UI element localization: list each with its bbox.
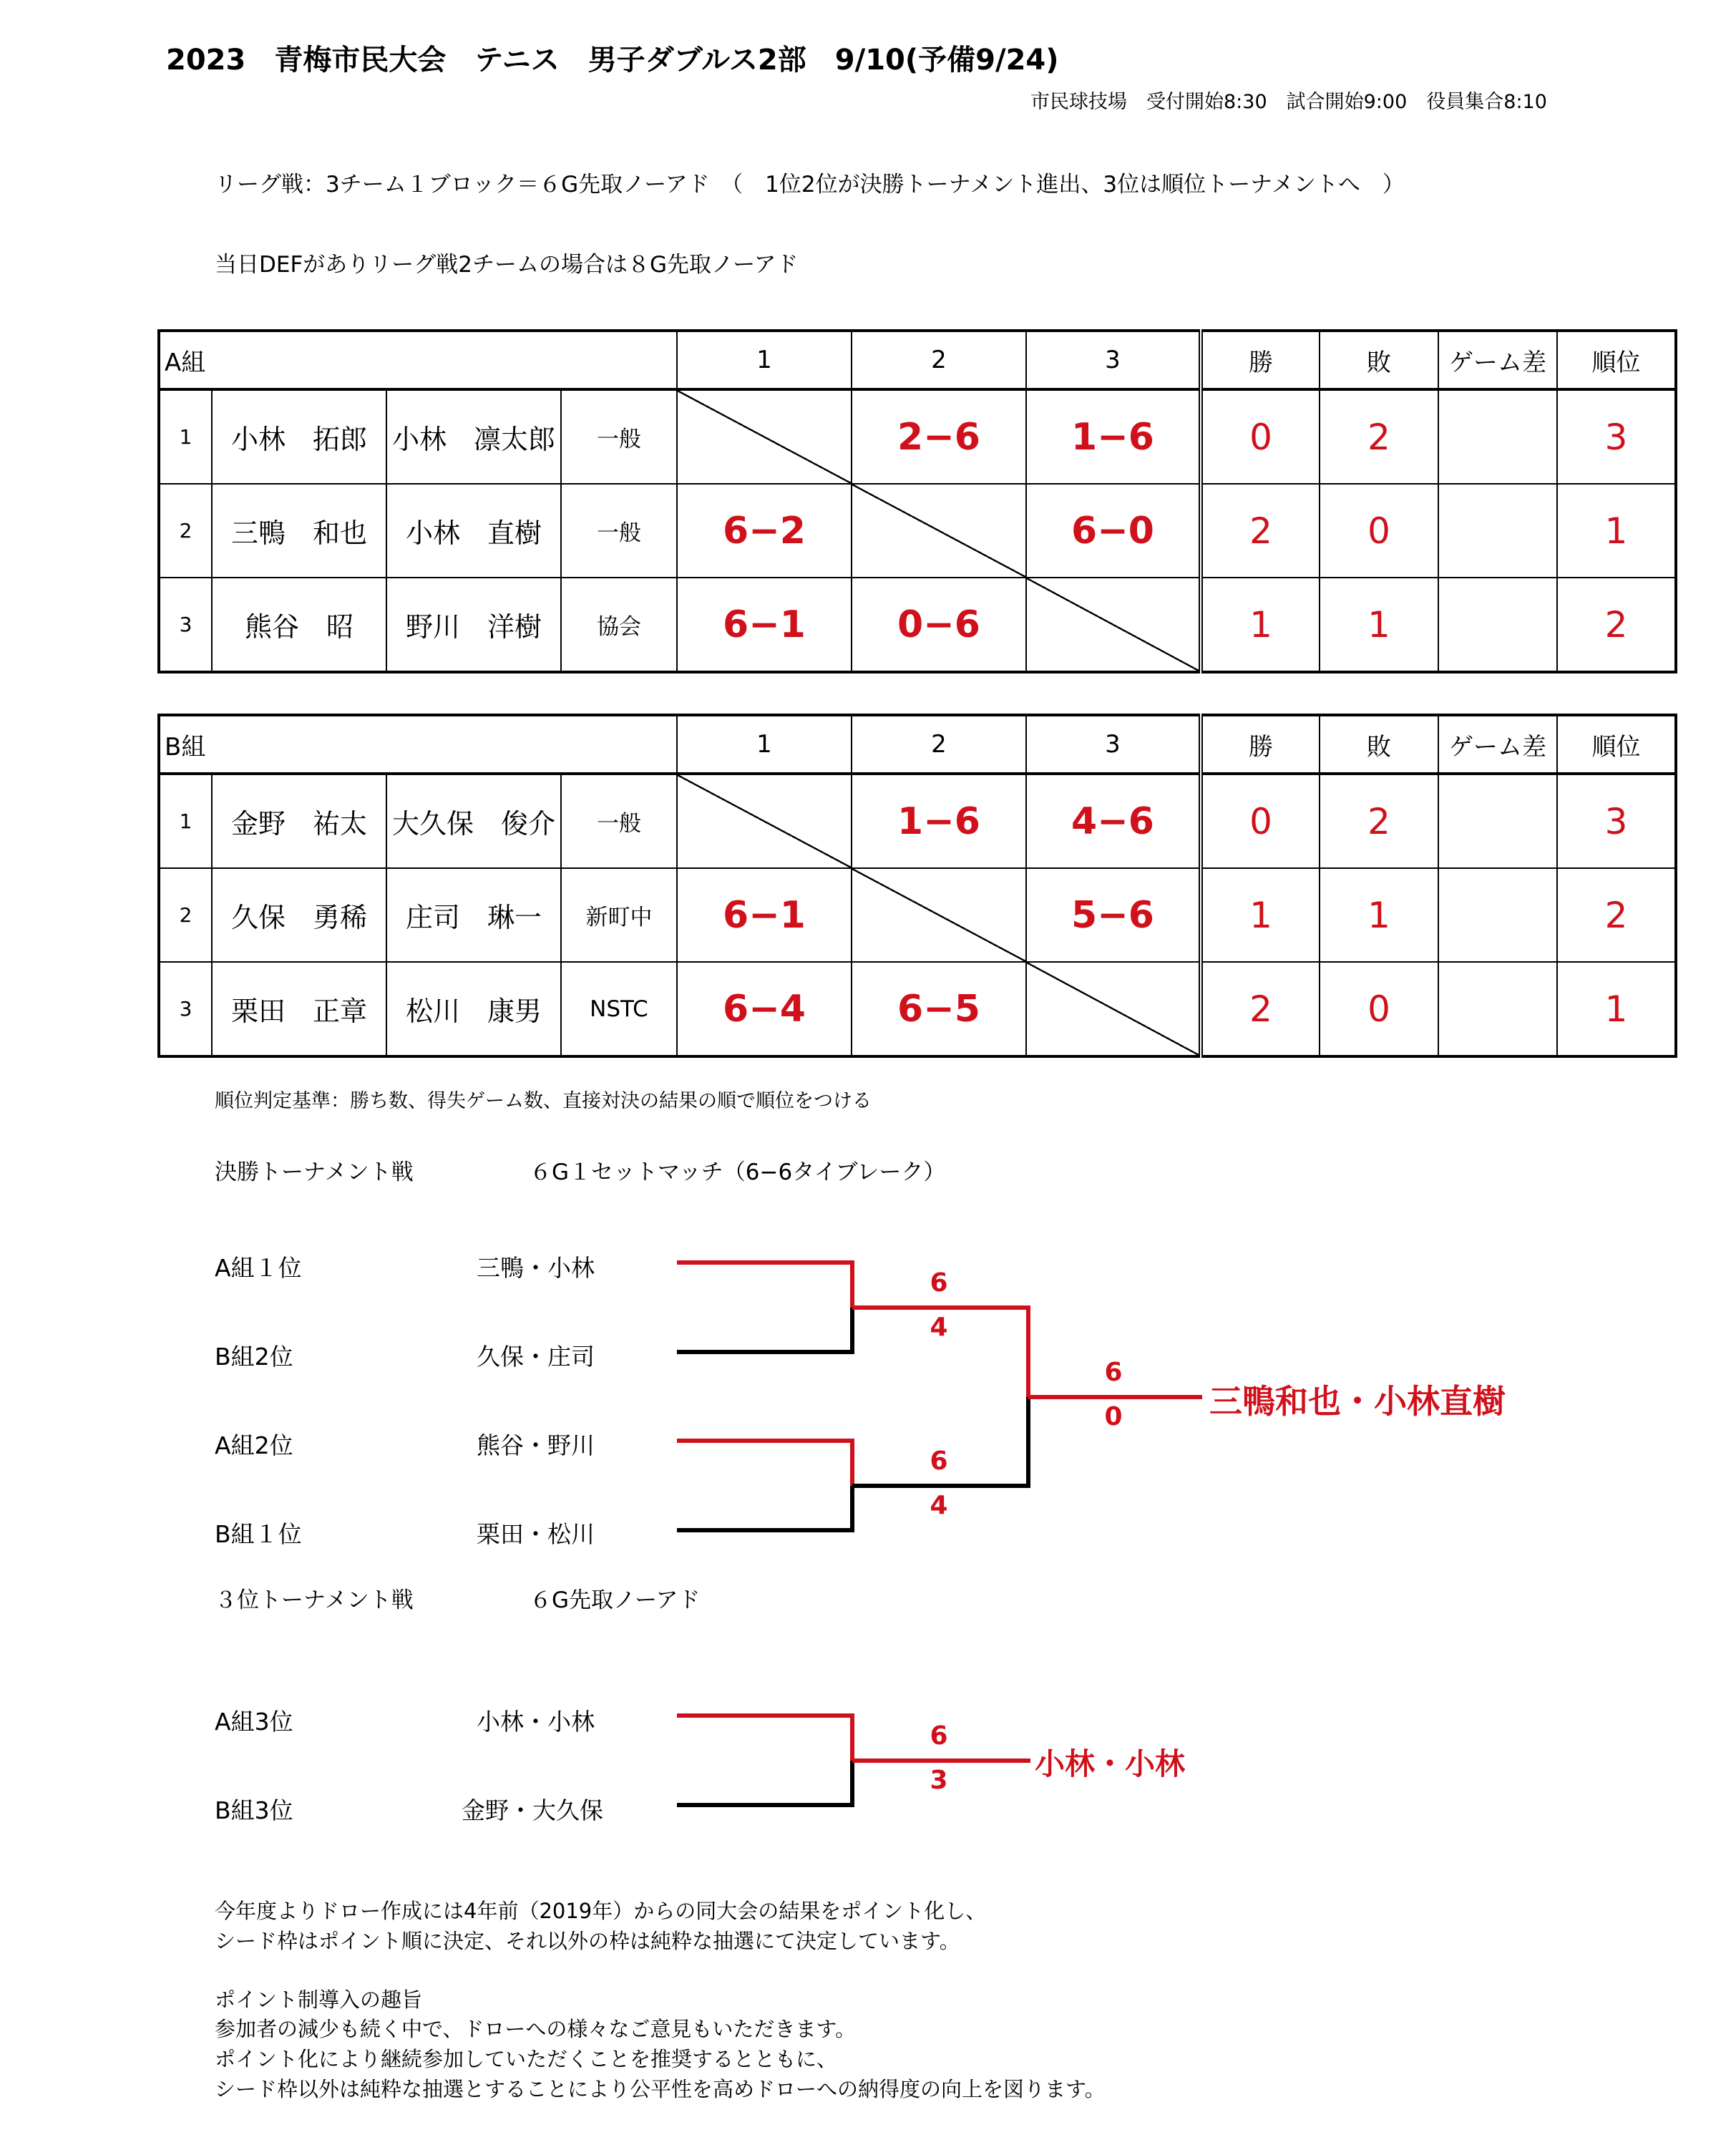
col-match-2: 2 bbox=[852, 331, 1026, 389]
slot-pair: 熊谷・野川 bbox=[477, 1431, 595, 1459]
score-cell: 6−5 bbox=[852, 962, 1026, 1056]
page-title: 2023 青梅市民大会 テニス 男子ダブルス2部 9/10(予備9/24) bbox=[166, 44, 1059, 77]
loss-count: 2 bbox=[1320, 389, 1438, 484]
win-count: 2 bbox=[1201, 962, 1320, 1056]
rank: 3 bbox=[1557, 774, 1676, 868]
slot-label: B組2位 bbox=[215, 1343, 293, 1371]
sf2-score-top: 6 bbox=[930, 1446, 948, 1476]
rank: 1 bbox=[1557, 962, 1676, 1056]
third-title: ３位トーナメント戦 bbox=[215, 1587, 414, 1613]
final-score-bottom: 0 bbox=[1104, 1402, 1123, 1431]
score-cell: 5−6 bbox=[1026, 868, 1201, 962]
col-game-diff: ゲーム差 bbox=[1438, 331, 1557, 389]
ranking-criteria: 順位判定基準：勝ち数、得失ゲーム数、直接対決の結果の順で順位をつける bbox=[215, 1090, 872, 1112]
win-count: 1 bbox=[1201, 578, 1320, 672]
group-a-label: A組 bbox=[159, 331, 677, 389]
player-2: 大久保 俊介 bbox=[386, 774, 561, 868]
row-no: 2 bbox=[159, 868, 212, 962]
sf2-score-bottom: 4 bbox=[930, 1491, 948, 1520]
third-format: ６G先取ノーアド bbox=[530, 1587, 701, 1613]
footer-line: シード枠はポイント順に決定、それ以外の枠は純粋な抽選にて決定しています。 bbox=[215, 1929, 960, 1953]
final-title: 決勝トーナメント戦 bbox=[215, 1159, 414, 1185]
col-win: 勝 bbox=[1201, 715, 1320, 774]
rank: 2 bbox=[1557, 578, 1676, 672]
row-no: 1 bbox=[159, 774, 212, 868]
third-score-bottom: 3 bbox=[930, 1766, 948, 1795]
club: NSTC bbox=[561, 962, 677, 1056]
footer-line: 参加者の減少も続く中で、ドローへの様々なご意見もいただきます。 bbox=[215, 2017, 857, 2041]
col-game-diff: ゲーム差 bbox=[1438, 715, 1557, 774]
player-1: 久保 勇稀 bbox=[212, 868, 386, 962]
player-2: 庄司 琳一 bbox=[386, 868, 561, 962]
rank: 1 bbox=[1557, 484, 1676, 578]
win-count: 1 bbox=[1201, 868, 1320, 962]
club: 一般 bbox=[561, 774, 677, 868]
score-cell: 0−6 bbox=[852, 578, 1026, 672]
score-cell: 6−4 bbox=[677, 962, 852, 1056]
rank: 2 bbox=[1557, 868, 1676, 962]
slot-label: B組１位 bbox=[215, 1520, 302, 1548]
club: 新町中 bbox=[561, 868, 677, 962]
score-cell: 6−0 bbox=[1026, 484, 1201, 578]
col-match-2: 2 bbox=[852, 715, 1026, 774]
footer-line: ポイント化により継続参加していただくことを推奨するとともに、 bbox=[215, 2047, 838, 2071]
club: 一般 bbox=[561, 389, 677, 484]
final-format: ６G１セットマッチ（6−6タイブレーク） bbox=[530, 1159, 946, 1185]
col-rank: 順位 bbox=[1557, 331, 1676, 389]
club: 一般 bbox=[561, 484, 677, 578]
score-cell: 6−1 bbox=[677, 578, 852, 672]
col-match-1: 1 bbox=[677, 715, 852, 774]
loss-count: 2 bbox=[1320, 774, 1438, 868]
player-1: 三鴨 和也 bbox=[212, 484, 386, 578]
col-loss: 敗 bbox=[1320, 715, 1438, 774]
default-rule-note: 当日DEFがありリーグ戦2チームの場合は８G先取ノーアド bbox=[215, 252, 799, 278]
row-no: 1 bbox=[159, 389, 212, 484]
slot-pair: 金野・大久保 bbox=[462, 1796, 603, 1824]
final-score-top: 6 bbox=[1104, 1358, 1123, 1387]
player-1: 小林 拓郎 bbox=[212, 389, 386, 484]
row-no: 3 bbox=[159, 962, 212, 1056]
loss-count: 0 bbox=[1320, 484, 1438, 578]
rank: 3 bbox=[1557, 389, 1676, 484]
slot-label: A組１位 bbox=[215, 1254, 302, 1282]
champion: 三鴨和也・小林直樹 bbox=[1209, 1382, 1506, 1421]
footer-line: シード枠以外は純粋な抽選とすることにより公平性を高めドローへの納得度の向上を図ります。 bbox=[215, 2077, 1106, 2101]
group-b-label: B組 bbox=[159, 715, 677, 774]
score-cell: 1−6 bbox=[1026, 389, 1201, 484]
sf1-score-top: 6 bbox=[930, 1268, 948, 1298]
col-win: 勝 bbox=[1201, 331, 1320, 389]
player-1: 熊谷 昭 bbox=[212, 578, 386, 672]
slot-pair: 三鴨・小林 bbox=[477, 1254, 595, 1282]
sf1-score-bottom: 4 bbox=[930, 1313, 948, 1342]
col-rank: 順位 bbox=[1557, 715, 1676, 774]
club: 協会 bbox=[561, 578, 677, 672]
col-match-1: 1 bbox=[677, 331, 852, 389]
slot-pair: 栗田・松川 bbox=[477, 1520, 595, 1548]
col-loss: 敗 bbox=[1320, 331, 1438, 389]
slot-label: A組2位 bbox=[215, 1431, 293, 1459]
player-2: 松川 康男 bbox=[386, 962, 561, 1056]
score-cell: 4−6 bbox=[1026, 774, 1201, 868]
win-count: 0 bbox=[1201, 774, 1320, 868]
loss-count: 1 bbox=[1320, 868, 1438, 962]
slot-pair: 久保・庄司 bbox=[477, 1343, 595, 1371]
loss-count: 0 bbox=[1320, 962, 1438, 1056]
player-2: 小林 凛太郎 bbox=[386, 389, 561, 484]
score-cell: 1−6 bbox=[852, 774, 1026, 868]
score-cell: 6−1 bbox=[677, 868, 852, 962]
slot-label: A組3位 bbox=[215, 1708, 293, 1736]
venue-info: 市民球技場 受付開始8:30 試合開始9:00 役員集合8:10 bbox=[1030, 91, 1547, 113]
footer-heading: ポイント制導入の趣旨 bbox=[215, 1988, 423, 2012]
row-no: 2 bbox=[159, 484, 212, 578]
loss-count: 1 bbox=[1320, 578, 1438, 672]
slot-label: B組3位 bbox=[215, 1796, 293, 1824]
player-2: 小林 直樹 bbox=[386, 484, 561, 578]
player-1: 金野 祐太 bbox=[212, 774, 386, 868]
slot-pair: 小林・小林 bbox=[477, 1708, 595, 1736]
win-count: 2 bbox=[1201, 484, 1320, 578]
score-cell: 2−6 bbox=[852, 389, 1026, 484]
league-format-note: リーグ戦：3チーム１ブロック＝６G先取ノーアド （ 1位2位が決勝トーナメント進出、3位は順位トーナメントへ ） bbox=[215, 172, 1405, 198]
third-score-top: 6 bbox=[930, 1721, 948, 1751]
win-count: 0 bbox=[1201, 389, 1320, 484]
player-2: 野川 洋樹 bbox=[386, 578, 561, 672]
third-winner: 小林・小林 bbox=[1035, 1746, 1186, 1781]
col-match-3: 3 bbox=[1026, 331, 1201, 389]
footer-line: 今年度よりドロー作成には4年前（2019年）からの同大会の結果をポイント化し、 bbox=[215, 1899, 987, 1923]
player-1: 栗田 正章 bbox=[212, 962, 386, 1056]
col-match-3: 3 bbox=[1026, 715, 1201, 774]
row-no: 3 bbox=[159, 578, 212, 672]
score-cell: 6−2 bbox=[677, 484, 852, 578]
